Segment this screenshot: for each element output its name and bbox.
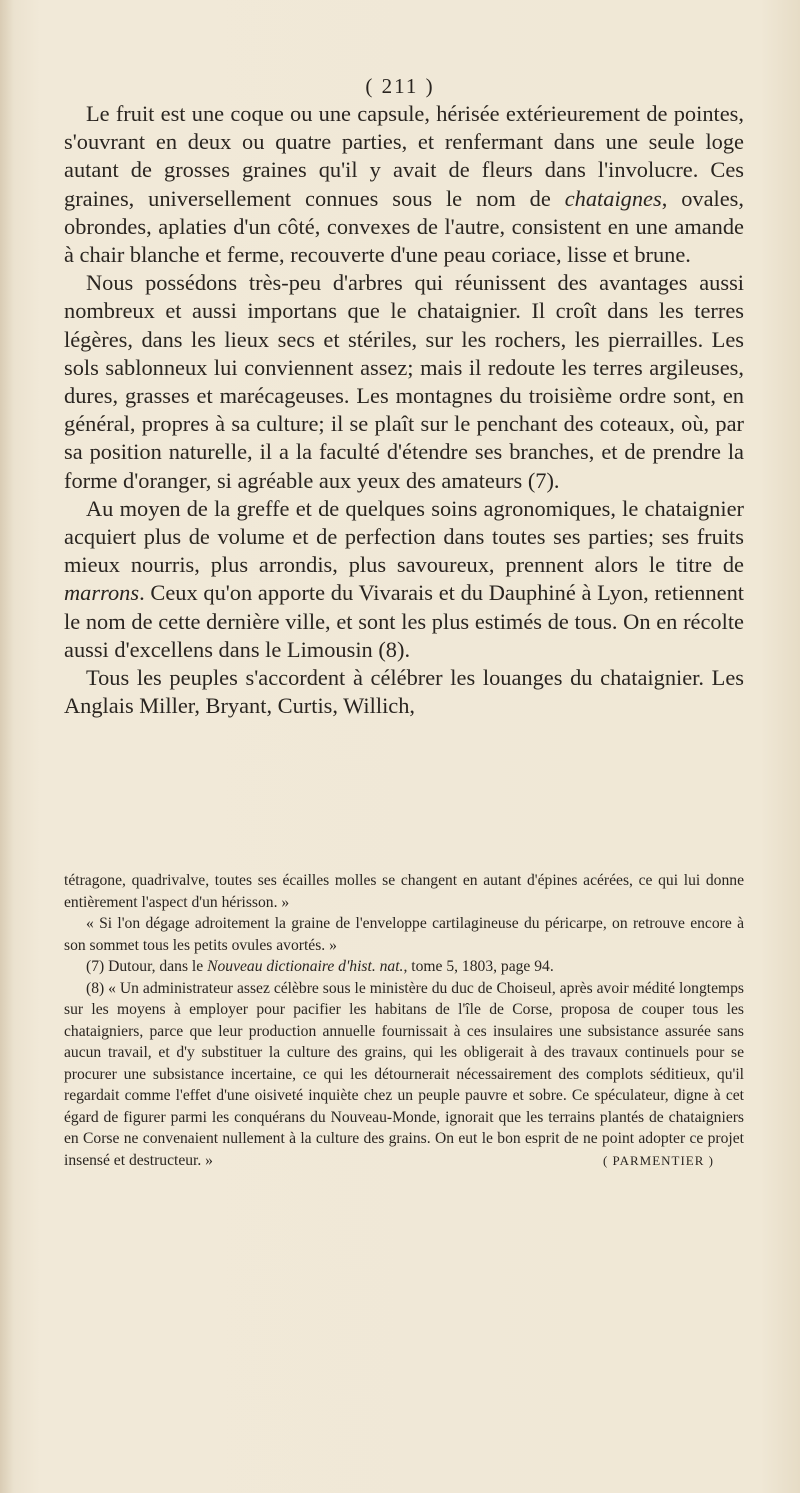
work-title: Nouveau dictionaire d'hist. nat. — [207, 958, 404, 975]
footnote-continued: tétragone, quadrivalve, toutes ses écailles molles se changent en autant d'épines acérées, ce qui lui donne entièrement l'aspect d'un hérisson. » — [64, 872, 744, 911]
paragraph-culture: Nous possédons très-peu d'arbres qui réunissent des avantages aussi nombreux et aussi importans que le chataignier. Il croît dans les terres légères, dans les lieux secs et stériles, sur les rochers, les pierrailles. Les sols sablonneux lui conviennent assez; mais il redoute les terres argileuses, dures, grasses et marécageuses. Les montagnes du troisième ordre sont, en général, propres à sa culture; il se plaît sur le penchant des coteaux, où, par sa position naturelle, il a la faculté d'étendre ses branches, et de prendre la forme d'oranger, si agréable aux yeux des amateurs (7). — [64, 270, 744, 493]
paragraph-louanges: Tous les peuples s'accordent à célébrer les louanges du chataignier. Les Anglais Miller, Bryant, Curtis, Willich, — [64, 665, 744, 719]
footnote-quote: « Si l'on dégage adroitement la graine de l'enveloppe cartilagineuse du péricarpe, on retrouve encore à son sommet tous les petits ovules avortés. » — [64, 915, 744, 954]
footnotes — [64, 870, 744, 1171]
paragraph-greffe: Au moyen de la greffe et de quelques soins agronomiques, le chataignier acquiert plus de volume et de perfection dans toutes ses parties; ses fruits mieux nourris, plus arrondis, plus savoureux, prennent alors le titre de marrons. Ceux qu'on apporte du Vivarais et du Dauphiné à Lyon, retiennent le nom de cette dernière ville, et sont les plus estimés de tous. On en récolte aussi d'excellens dans le Limousin (8). — [64, 495, 744, 662]
term-chataignes: chataignes — [564, 185, 662, 211]
footnote-signature: ( PARMENTIER ) — [602, 1152, 714, 1168]
paragraph-fruit: Le fruit est une coque ou une capsule, hérisée extérieurement de pointes, s'ouvrant en deux ou quatre parties, et renfermant dans une seule loge autant de grosses graines qu'il y avait de fleurs dans l'involucre. Ces graines, universellement connues sous le nom de chataignes, ovales, obrondes, aplaties d'un côté, convexes de l'autre, consistent en une amande à chair blanche et ferme, recouverte d'une peau coriace, lisse et brune. — [64, 101, 744, 268]
term-marrons: marrons — [64, 580, 140, 606]
main-text — [64, 100, 744, 720]
footnote-7: (7) Dutour, dans le Nouveau dictionaire d'hist. nat., tome 5, 1803, page 94. — [86, 958, 554, 975]
footnote-8: (8) « Un administrateur assez célèbre sous le ministère du duc de Choiseul, après avoir médité longtemps sur les moyens à employer pour pacifier les habitans de l'île de Corse, proposa de couper tous les chataigniers, parce que leur production annuelle fournissait à ces insulaires une subsistance assurée sans aucun travail, et d'y substituer la culture des grains, qui les obligerait à des travaux continuels pour se procurer une subsistance incertaine, ce qui les détournerait nécessairement des complots séditieux, qu'il regardait comme l'effet d'une oisiveté inquiète chez un peuple pauvre et sobre. Ce spéculateur, digne à cet égard de figurer parmi les conquérans du Nouveau-Monde, ignorait que les terrains plantés de chataigniers en Corse ne convenaient nullement à la culture des grains. On eut le bon esprit de ne point adopter ce projet insensé et destructeur. » ( PARMENTIER ) — [64, 978, 744, 1172]
page-number: ( 211 ) — [365, 74, 435, 98]
